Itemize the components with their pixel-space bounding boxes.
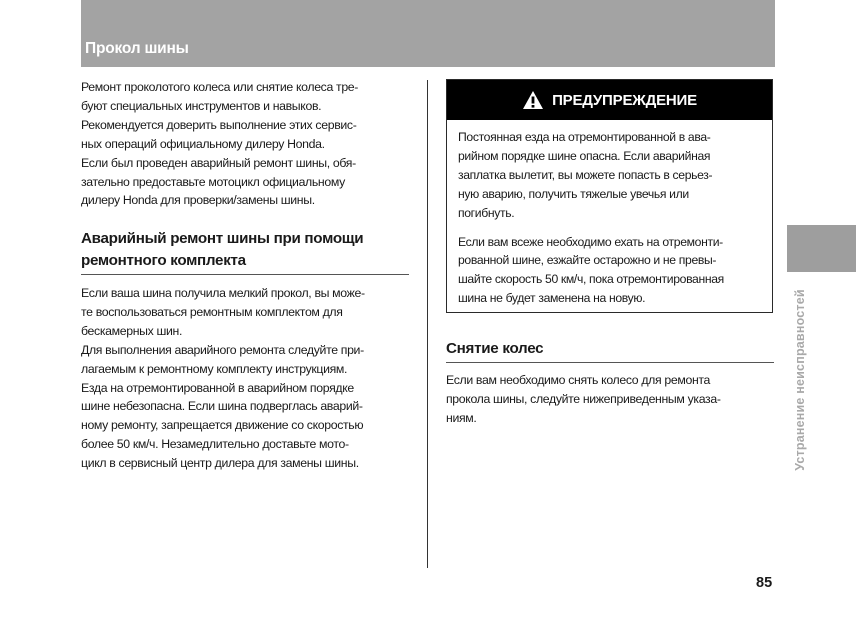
intro-text-block [81, 78, 409, 210]
section-rule [446, 362, 774, 363]
page-title: Прокол шины [85, 40, 189, 57]
wheel-removal-heading: Снятие колес [446, 340, 544, 357]
warning-header [447, 80, 772, 120]
warning-triangle-icon [522, 90, 544, 110]
warning-paragraph-1: Постоянная езда на отремонтированной в ава- рийном порядке шине опасна. Если аварийная заплатка вылетит, вы можете попасть в серьез- ную аварию, получить тяжелые увечья или погибнуть. [458, 130, 713, 220]
emergency-repair-paragraph: Если ваша шина получила мелкий прокол, вы може- те воспользоваться ремонтным комплектом для бескамерных шин. Для выполнения аварийного ремонта следуйте при- лагаемым к ремонтному комплекту инструкциям. Езда на отремонтированной в аварийном порядке шине небезопасна. Если шина подверглась аварий- ному ремонту, запрещается движение со скоростью более 50 км/ч. Незамедлительно доставьте мото- цикл в сервисный центр дилера для замены шины. [81, 286, 365, 471]
wheel-removal-section-header [446, 338, 774, 363]
section-rule [81, 274, 409, 275]
emergency-repair-body [81, 284, 409, 473]
column-divider [427, 80, 428, 568]
wheel-removal-paragraph: Если вам необходимо снять колесо для ремонта прокола шины, следуйте нижеприведенным указа- ниям. [446, 373, 721, 425]
wheel-removal-body [446, 371, 774, 428]
warning-paragraph-2: Если вам всеже необходимо ехать на отремонти- рованной шине, езжайте остарожно и не превы- шайте скорость 50 км/ч, пока отремонтированная шина не будет заменена на новую. [458, 234, 724, 306]
emergency-repair-heading: Аварийный ремонт шины при помощи ремонтного комплекта [81, 230, 364, 269]
page-number: 85 [756, 575, 773, 591]
intro-paragraph: Ремонт проколотого колеса или снятие колеса тре- буют специальных инструментов и навыков. Рекомендуется доверить выполнение этих сервис- ных операций официальному дилеру Honda. Если был проведен аварийный ремонт шины, обя- зательно предоставьте мотоцикл официальному дилеру Honda для проверки/замены шины. [81, 80, 359, 208]
side-tab [787, 225, 856, 272]
emergency-repair-section-header [81, 228, 409, 275]
side-label-text: Устранение неисправностей [793, 289, 807, 471]
warning-body [447, 120, 772, 308]
warning-title: ПРЕДУПРЕЖДЕНИЕ [552, 91, 697, 109]
warning-box [446, 79, 773, 313]
